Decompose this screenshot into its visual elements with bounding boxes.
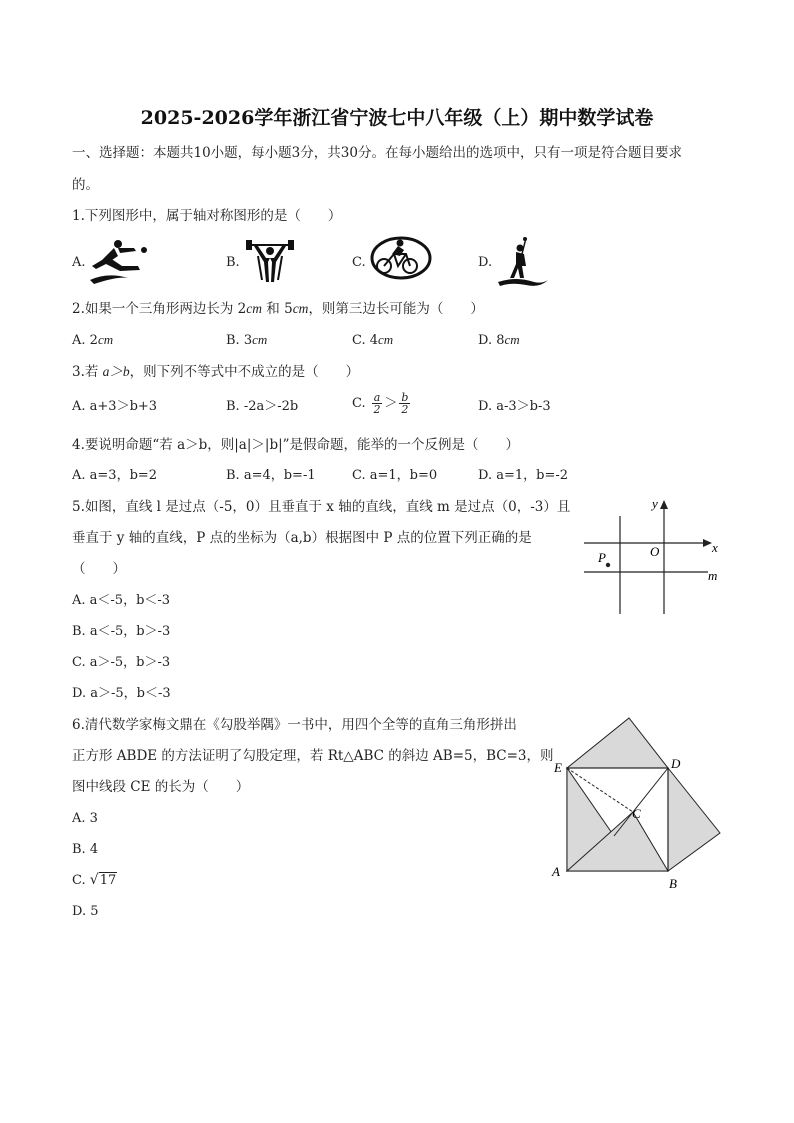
weightlifter-icon [244,236,296,286]
q5-option-a: A. a＜-5，b＜-3 [72,593,171,608]
question-2-stem [72,299,484,319]
right-triangle [668,768,720,871]
page-title: 2025-2026学年浙江省宁波七中八年级（上）期中数学试卷 [140,107,654,129]
q2-stem-part: ，则第三边长可能为（ ） [308,301,484,317]
q2-option-b-unit: cm [252,332,268,347]
question-6-stem-line2: 正方形 ABDE 的方法证明了勾股定理，若 Rt△ABC 的斜边 AB=5，BC=3，则 [72,748,554,764]
cyclist-icon [370,236,432,280]
question-4-stem: 4.要说明命题“若 a＞b，则|a|＞|b|”是假命题，能举的一个反例是（ ） [72,437,520,453]
q3-fraction-operator: ＞ [384,396,398,411]
q3-fraction-right [399,392,410,415]
section-header-line1: 一、选择题：本题共10小题，每小题3分，共30分。在每小题给出的选项中，只有一项是符合题目要求 [72,145,682,161]
point-p-label: P [598,550,606,565]
q2-unit-1: cm [246,301,263,316]
q3-stem-part: ，则下列不等式中不成立的是（ ） [129,364,360,380]
point-c-label: C [632,806,641,821]
q5-option-c: C. a＞-5，b＞-3 [72,655,171,670]
q5-option-b: B. a＜-5，b＞-3 [72,624,171,639]
q4-option-d: D. a=1，b=-2 [478,468,569,483]
q4-option-a: A. a=3，b=2 [72,468,158,483]
q2-stem-part: 2.如果一个三角形两边长为 2 [72,301,247,317]
point-d-label: D [671,756,681,771]
q2-stem-part: 和 5 [262,301,293,317]
point-e-label: E [554,760,562,775]
question-5-stem-line2: 垂直于 y 轴的直线，P 点的坐标为（a,b）根据图中 P 点的位置下列正确的是 [72,530,532,546]
point-a-label: A [552,864,560,879]
fraction-numerator: b [401,391,409,404]
q2-option-a-unit: cm [97,332,114,347]
top-triangle [567,718,668,768]
q5-option-d: D. a＞-5，b＜-3 [72,686,171,701]
q6-option-a: A. 3 [72,811,98,826]
q3-option-a: A. a+3＞b+3 [72,399,158,414]
q6-option-d: D. 5 [72,904,99,919]
q2-option-d [478,330,520,351]
q3-option-c-label: C. [352,396,366,411]
q2-option-d-text: D. 8 [478,333,505,348]
q5-coordinate-figure [580,496,730,618]
q4-option-b: B. a=4，b=-1 [226,468,316,483]
q6-option-c [72,871,117,891]
fraction-numerator: a [373,391,381,404]
q1-option-a-label: A. [72,255,86,270]
q4-option-c: C. a=1，b=0 [352,468,438,483]
sqrt-symbol [90,871,118,891]
question-3-stem [72,362,359,382]
question-5-stem-line3: （ ） [72,561,126,577]
question-1-stem: 1.下列图形中，属于轴对称图形的是（ ） [72,208,342,224]
question-6-stem-line3: 图中线段 CE 的长为（ ） [72,779,250,795]
q2-option-c [352,330,393,351]
fraction-denominator: 2 [401,403,409,416]
q2-option-d-unit: cm [504,332,520,347]
y-axis-label: y [652,496,658,511]
q1-option-d-label: D. [478,255,493,270]
y-axis-arrow [660,500,668,509]
q1-option-c-label: C. [352,255,366,270]
q3-option-d: D. a-3＞b-3 [478,399,551,414]
line-m-label: m [708,568,718,583]
origin-label: O [650,544,660,559]
q3-fraction-left [372,392,383,415]
q3-stem-var: a＞b [102,364,130,379]
q2-option-b [226,330,267,351]
point-b-label: B [669,876,677,891]
q2-option-a [72,330,113,351]
fraction-denominator: 2 [373,403,381,416]
q1-option-b-label: B. [226,255,240,270]
sqrt-radicand: 17 [99,873,117,888]
x-axis-arrow [703,539,712,547]
q2-option-c-text: C. 4 [352,333,379,348]
section-header-line2: 的。 [72,177,99,193]
q2-unit-2: cm [292,301,309,316]
q2-option-a-text: A. 2 [72,333,98,348]
golfer-icon [496,236,550,288]
q2-option-b-text: B. 3 [226,333,253,348]
point-p [606,563,610,567]
question-5-stem-line1: 5.如图，直线 l 是过点（-5，0）且垂直于 x 轴的直线，直线 m 是过点（0，-3）且 [72,499,571,515]
q3-option-b: B. -2a＞-2b [226,399,299,414]
volleyball-player-icon [88,236,152,286]
q3-option-c [352,392,412,415]
q2-option-c-unit: cm [378,332,394,347]
q3-stem-part: 3.若 [72,364,103,380]
q6-option-b: B. 4 [72,842,99,857]
question-6-stem-line1: 6.清代数学家梅文鼎在《勾股举隅》一书中，用四个全等的直角三角形拼出 [72,717,517,733]
x-axis-label: x [712,540,718,555]
q6-pythagoras-figure [548,716,724,892]
q6-option-c-label: C. [72,873,86,888]
